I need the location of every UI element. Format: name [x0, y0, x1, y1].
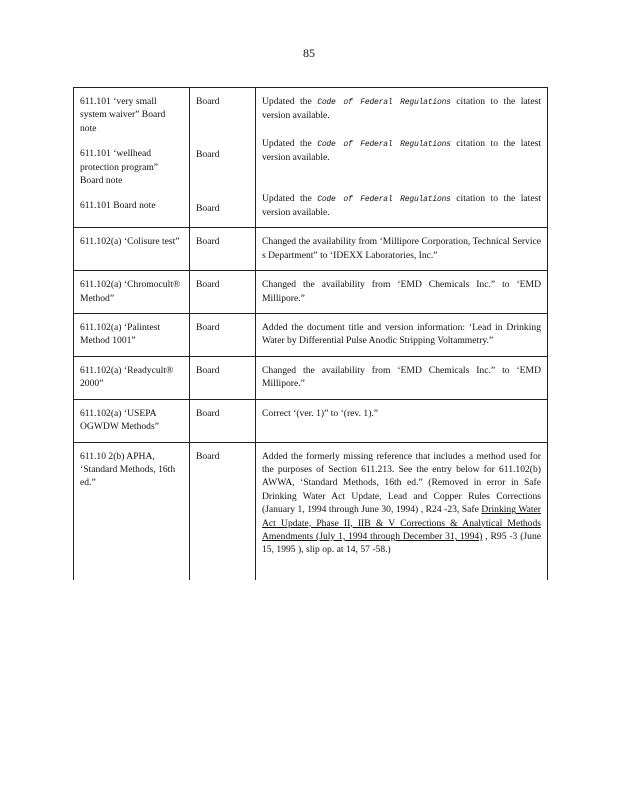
table-row: [74, 88, 548, 228]
description-cell: [256, 442, 548, 580]
source-cell: Board: [190, 228, 256, 271]
table-row: [74, 314, 548, 357]
section-cell: 611.102(a) ‘Chromocult® Method”: [74, 271, 190, 314]
section-text: 611.101 Board note: [80, 200, 156, 212]
table-row: [74, 271, 548, 314]
section-cell: [74, 88, 190, 228]
amendments-table: [73, 87, 548, 580]
source-cell: [190, 88, 256, 228]
description-text: Updated the Code of Federal Regulations citation to the latest version available.: [262, 96, 541, 122]
description-text: Updated the Code of Federal Regulations citation to the latest version available.: [262, 137, 541, 164]
description-text: Updated the Code of Federal Regulations citation to the latest version available.: [262, 192, 541, 219]
cfr-title: Code of Federal Regulations: [317, 98, 451, 107]
section-cell: 611.10 2(b) APHA, ‘Standard Methods, 16th ed.”: [74, 442, 190, 580]
page-number: 85: [303, 46, 315, 60]
table-row: [74, 228, 548, 271]
section-cell: 611.102(a) ‘Readycult® 2000”: [74, 356, 190, 399]
cfr-title: Code of Federal Regulations: [317, 139, 451, 149]
cited-rulemaking-title: Drinking Water Act Update, Phase II, IIB & V Corrections & Analytical Methods Amendments (July 1, 1994 through December 31, 1994): [262, 504, 541, 542]
source-text: Board: [196, 96, 220, 107]
description-cell: Changed the availability from ‘Millipore Corporation, Technical Service s Department” to ‘IDEXX Laboratories, Inc.”: [256, 228, 548, 271]
table-row: [74, 442, 548, 580]
source-cell: Board: [190, 314, 256, 357]
section-cell: 611.102(a) ‘Palintest Method 1001”: [74, 314, 190, 357]
table-row: [74, 399, 548, 442]
description-cell: Changed the availability from ‘EMD Chemicals Inc.” to ‘EMD Millipore.”: [256, 271, 548, 314]
section-text: 611.101 ‘very small system waiver” Board note: [80, 96, 166, 134]
source-cell: Board: [190, 356, 256, 399]
source-cell: Board: [190, 271, 256, 314]
description-cell: Changed the availability from ‘EMD Chemicals Inc.” to ‘EMD Millipore.”: [256, 356, 548, 399]
source-cell: Board: [190, 442, 256, 580]
description-cell: Correct ‘(ver. 1)” to ‘(rev. 1).”: [256, 399, 548, 442]
description-text: , R95 -3 (June 15, 1995 ), slip op. at 14, 57 -58.): [262, 530, 541, 556]
description-cell: Added the document title and version information: ‘Lead in Drinking Water by Differential Pulse Anodic Stripping Voltammetry.”: [256, 314, 548, 357]
section-text: 611.101 ‘wellhead protection program” Board note: [80, 148, 159, 187]
section-cell: 611.102(a) ‘Colisure test”: [74, 228, 190, 271]
source-text: Board: [196, 202, 220, 214]
section-cell: 611.102(a) ‘USEPA OGWDW Methods”: [74, 399, 190, 442]
table-row: [74, 356, 548, 399]
description-cell: [256, 88, 548, 228]
source-cell: Board: [190, 399, 256, 442]
description-text: Added the formerly missing reference that includes a method used for the purposes of Section 611.213. See the entry below for 611.102(b) AWWA, ‘Standard Methods, 16th ed.” (Removed in error in Safe Drinking Water Act Update, Lead and Copper Rules Corrections (January 1, 1994 through June 30, 1994) , R24 -23, Safe: [262, 450, 541, 516]
cfr-title: Code of Federal Regulations: [317, 194, 451, 204]
source-text: Board: [196, 149, 220, 161]
